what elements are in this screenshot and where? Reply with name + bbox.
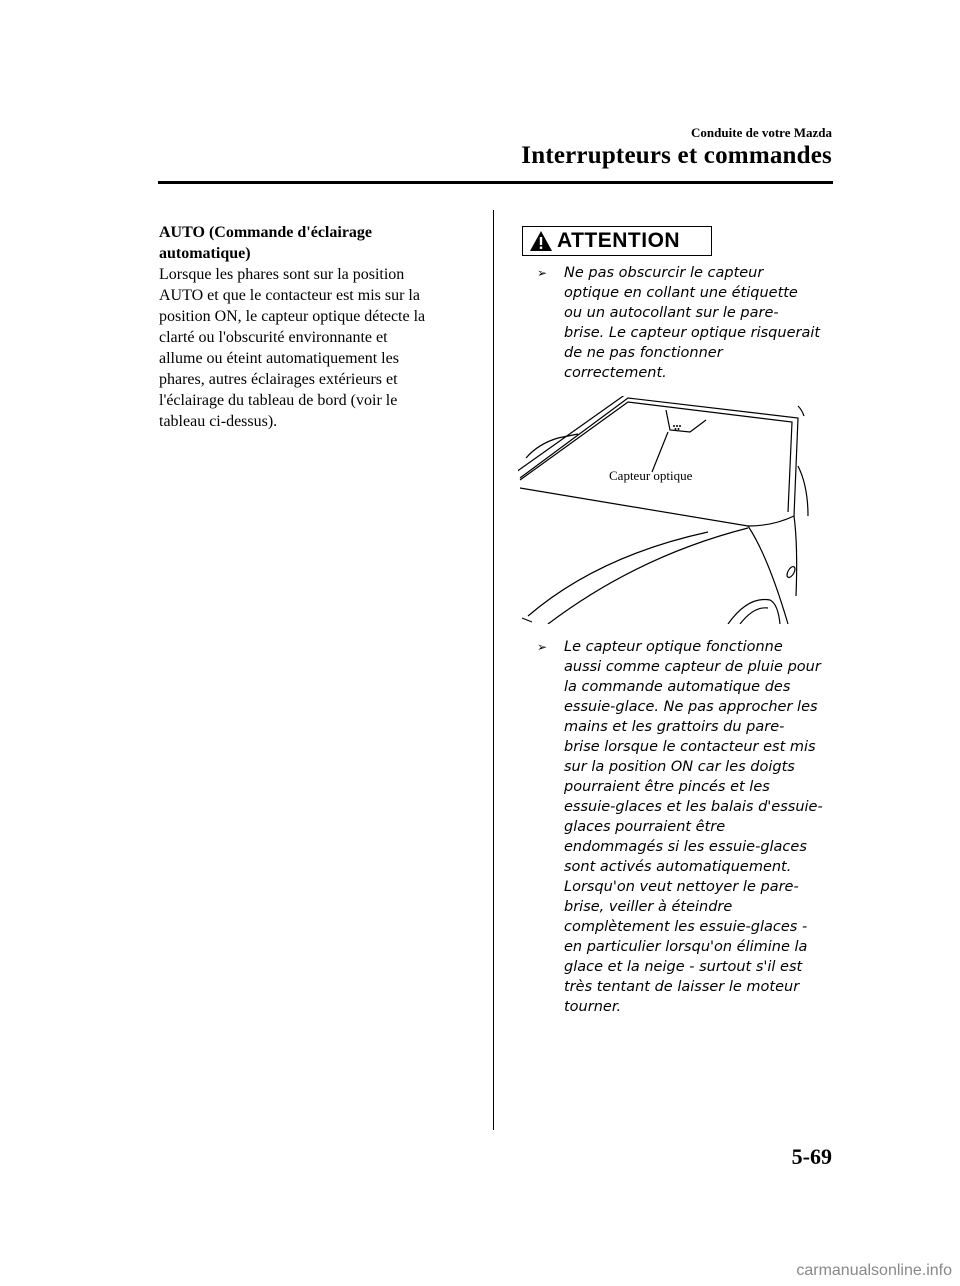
bullet-line: essuie-glaces et les balais d'essuie- [564, 799, 823, 815]
header-subtitle: Conduite de votre Mazda [691, 125, 832, 140]
attention-bullet-1 [537, 263, 839, 383]
paragraph-line: clarté ou l'obscurité environnante et [159, 329, 388, 346]
paragraph-line: l'éclairage du tableau de bord (voir le [159, 392, 398, 409]
section-title-line: automatique) [159, 245, 251, 262]
bullet-line: très tentant de laisser le moteur [564, 979, 800, 995]
attention-label: ATTENTION [557, 229, 681, 252]
bullet-line: sur la position ON car les doigts [564, 759, 795, 775]
paragraph-line: position ON, le capteur optique détecte la [159, 308, 426, 325]
bullet-text [564, 637, 839, 1017]
header-rule [158, 181, 833, 184]
bullet-line: endommagés si les essuie-glaces [564, 839, 807, 855]
warning-triangle-icon [529, 230, 553, 252]
windshield-illustration [518, 396, 810, 624]
left-column [159, 222, 477, 432]
section-paragraph [159, 264, 477, 432]
bullet-line: sont activés automatiquement. [564, 859, 792, 875]
paragraph-line: Lorsque les phares sont sur la position [159, 266, 405, 283]
bullet-line: essuie-glace. Ne pas approcher les [564, 699, 818, 715]
bullet-line: mains et les grattoirs du pare- [564, 719, 785, 735]
bullet-line: Lorsqu'on veut nettoyer le pare- [564, 879, 799, 895]
watermark: carmanualsonline.info [796, 1262, 952, 1279]
bullet-line: de ne pas fonctionner [564, 345, 723, 361]
bullet-line: correctement. [564, 365, 667, 381]
bullet-line: brise. Le capteur optique risquerait [564, 325, 821, 341]
bullet-line: Ne pas obscurcir le capteur [564, 265, 764, 281]
figure-caption: Capteur optique [609, 468, 693, 483]
attention-box [522, 226, 712, 256]
arrowhead-icon: ➢ [537, 640, 548, 654]
bullet-line: complètement les essuie-glaces - [564, 919, 808, 935]
paragraph-line: AUTO et que le contacteur est mis sur la [159, 287, 420, 304]
bullet-line: brise lorsque le contacteur est mis [564, 739, 816, 755]
bullet-line: pourraient être pincés et les [564, 779, 770, 795]
bullet-text [564, 263, 839, 383]
arrowhead-icon: ➢ [537, 266, 548, 280]
header-title: Interrupteurs et commandes [521, 142, 832, 169]
bullet-line: aussi comme capteur de pluie pour [564, 659, 821, 675]
bullet-line: en particulier lorsqu'on élimine la [564, 939, 808, 955]
section-title-line: AUTO (Commande d'éclairage [159, 224, 373, 241]
attention-bullet-2 [537, 637, 839, 1017]
bullet-line: la commande automatique des [564, 679, 791, 695]
bullet-line: Le capteur optique fonctionne [564, 639, 783, 655]
paragraph-line: tableau ci-dessus). [159, 413, 278, 430]
bullet-line: ou un autocollant sur le pare- [564, 305, 779, 321]
paragraph-line: phares, autres éclairages extérieurs et [159, 371, 398, 388]
bullet-line: optique en collant une étiquette [564, 285, 798, 301]
paragraph-line: allume ou éteint automatiquement les [159, 350, 399, 367]
page-number: 5-69 [791, 1144, 832, 1169]
bullet-line: glaces pourraient être [564, 819, 726, 835]
column-divider [493, 210, 494, 1130]
bullet-line: glace et la neige - surtout s'il est [564, 959, 803, 975]
bullet-line: brise, veiller à éteindre [564, 899, 733, 915]
bullet-line: tourner. [564, 999, 622, 1015]
section-title [159, 222, 477, 264]
